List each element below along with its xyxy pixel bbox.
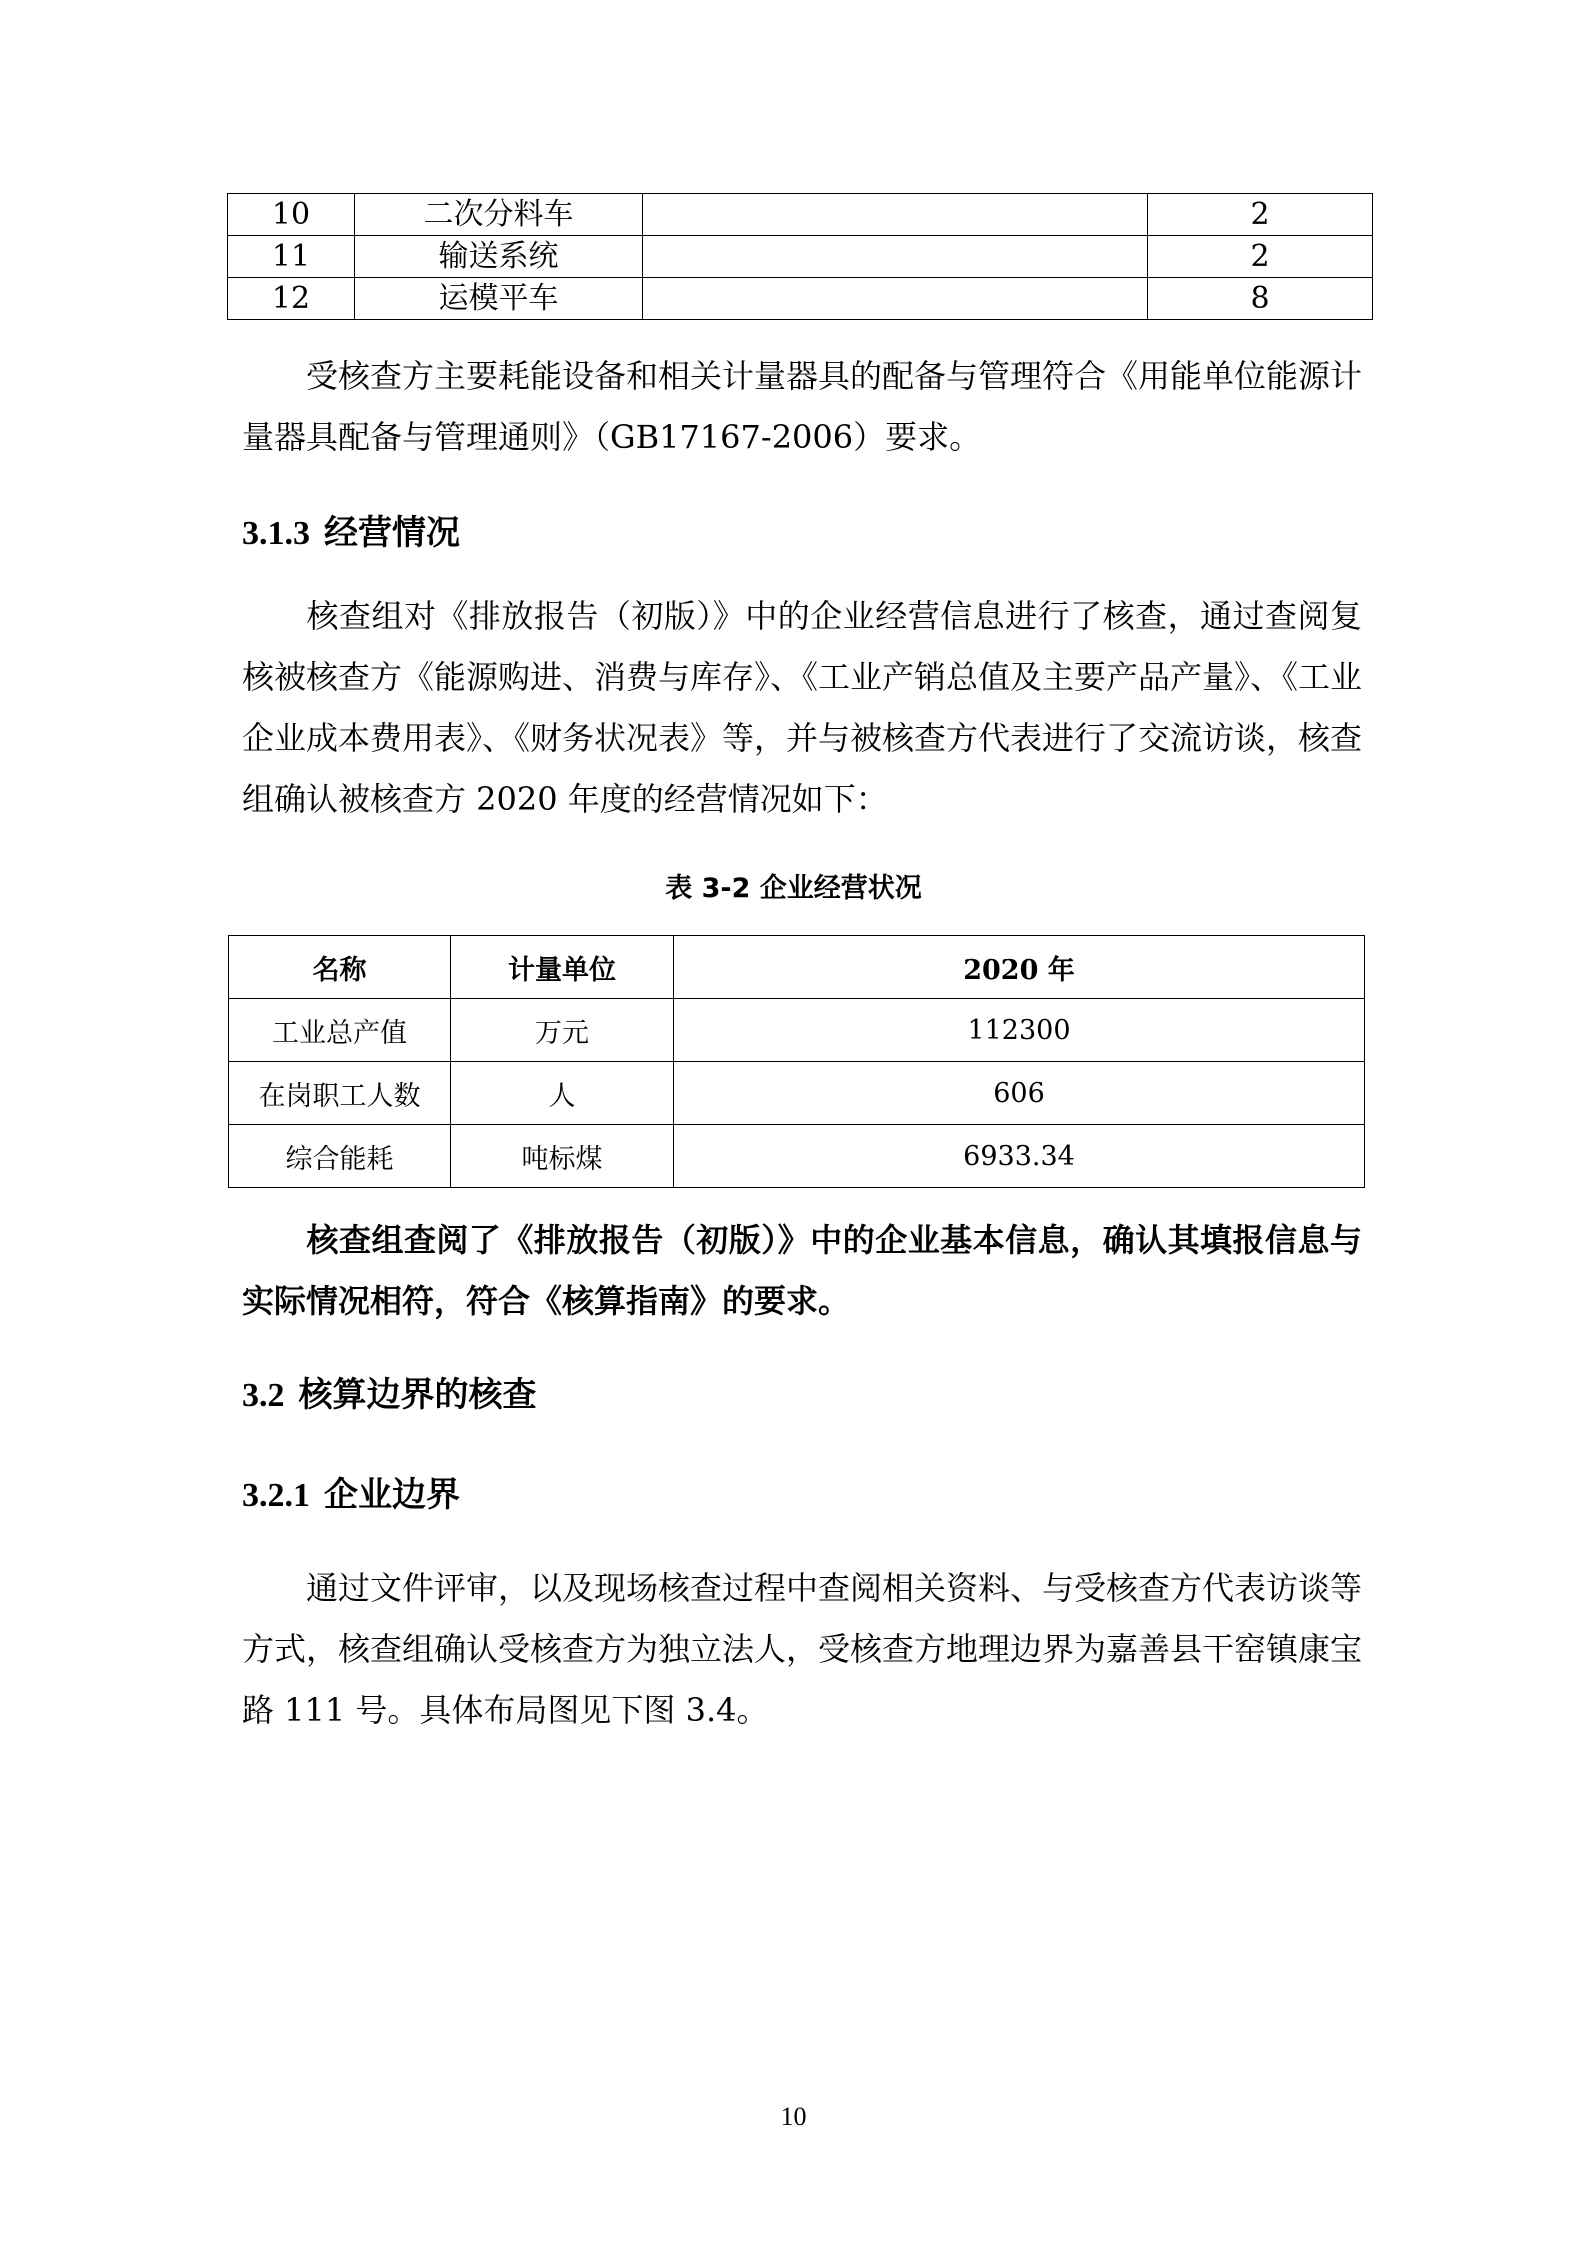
- table-row: [228, 278, 1373, 320]
- equipment-no: 12: [228, 278, 355, 320]
- table-row: [228, 236, 1373, 278]
- column-header: 名称: [229, 936, 451, 999]
- table-cell: 工业总产值: [229, 999, 451, 1062]
- table-row: [228, 194, 1373, 236]
- equipment-spec: [643, 236, 1148, 278]
- equipment-spec: [643, 278, 1148, 320]
- equipment-qty: 2: [1148, 194, 1373, 236]
- table-cell: 综合能耗: [229, 1125, 451, 1188]
- table-cell: 在岗职工人数: [229, 1062, 451, 1125]
- table-cell: 人: [451, 1062, 674, 1125]
- business-paragraph: 核查组对《排放报告（初版）》中的企业经营信息进行了核查，通过查阅复核被核查方《能源购进、消费与库存》、《工业产销总值及主要产品产量》、《工业企业成本费用表》、《财务状况表》等，并与被核查方代表进行了交流访谈，核查组确认被核查方 2020 年度的经营情况如下：: [242, 597, 1363, 818]
- column-header: 计量单位: [451, 936, 674, 999]
- compliance-paragraph: 受核查方主要耗能设备和相关计量器具的配备与管理符合《用能单位能源计量器具配备与管理通则》（GB17167-2006）要求。: [242, 357, 1363, 456]
- table-caption: 表 3-2 企业经营状况: [665, 873, 922, 904]
- table-cell: 吨标煤: [451, 1125, 674, 1188]
- equipment-name: 运模平车: [355, 278, 643, 320]
- table-cell: 112300: [674, 999, 1365, 1062]
- table-cell: 606: [674, 1062, 1365, 1125]
- table-cell: 6933.34: [674, 1125, 1365, 1188]
- equipment-qty: 2: [1148, 236, 1373, 278]
- page-number: 10: [780, 2102, 807, 2131]
- equipment-no: 10: [228, 194, 355, 236]
- equipment-table: [227, 193, 1373, 320]
- conclusion-paragraph: 核查组查阅了《排放报告（初版）》中的企业基本信息，确认其填报信息与实际情况相符，符合《核算指南》的要求。: [242, 1221, 1362, 1320]
- section-heading-3-1-3: 3.1.3 经营情况: [242, 513, 460, 553]
- equipment-name: 二次分料车: [355, 194, 643, 236]
- business-table: [228, 935, 1365, 1188]
- equipment-name: 输送系统: [355, 236, 643, 278]
- section-heading-3-2: 3.2 核算边界的核查: [242, 1375, 537, 1415]
- section-heading-3-2-1: 3.2.1 企业边界: [242, 1475, 460, 1515]
- table-header-row: [229, 936, 1365, 999]
- table-row: [229, 1062, 1365, 1125]
- table-row: [229, 999, 1365, 1062]
- equipment-no: 11: [228, 236, 355, 278]
- boundary-paragraph: 通过文件评审，以及现场核查过程中查阅相关资料、与受核查方代表访谈等方式，核查组确认受核查方为独立法人，受核查方地理边界为嘉善县干窑镇康宝路 111 号。具体布局图见下图 3.4。: [242, 1569, 1363, 1729]
- table-row: [229, 1125, 1365, 1188]
- table-cell: 万元: [451, 999, 674, 1062]
- equipment-spec: [643, 194, 1148, 236]
- column-header: 2020 年: [674, 936, 1365, 999]
- equipment-qty: 8: [1148, 278, 1373, 320]
